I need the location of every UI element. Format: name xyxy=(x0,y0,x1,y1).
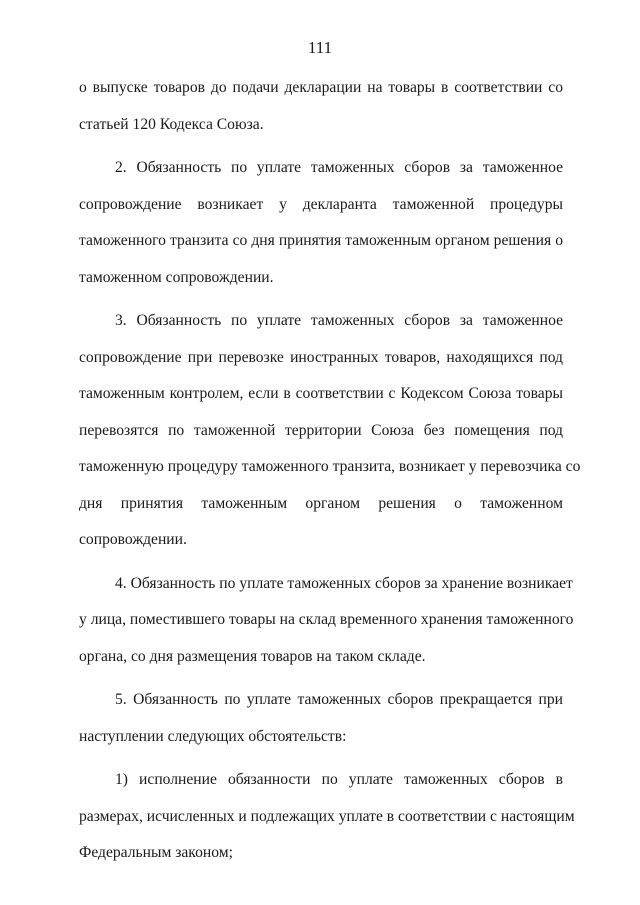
paragraph-continuation xyxy=(79,70,563,143)
text-line: таможенном сопровождении. xyxy=(79,268,274,286)
text-line: 4. Обязанность по уплате таможенных сборов за хранение возникает xyxy=(115,574,573,592)
text-line: размерах, исчисленных и подлежащих уплате в соответствии с настоящим xyxy=(79,807,575,825)
paragraph-item-3 xyxy=(79,303,581,559)
document-body xyxy=(79,70,581,872)
text-line: органа, со дня размещения товаров на таком складе. xyxy=(79,647,426,665)
paragraph-subitem-1 xyxy=(79,762,575,872)
text-line: о выпуске товаров до подачи декларации на товары в соответствии со xyxy=(79,79,563,96)
text-line: таможенного транзита со дня принятия таможенным органом решения о xyxy=(79,232,563,249)
text-line: 1) исполнение обязанности по уплате таможенных сборов в xyxy=(115,771,563,788)
paragraph-item-2 xyxy=(79,150,563,296)
text-line: дня принятия таможенным органом решения о таможенном xyxy=(79,494,563,512)
text-line: наступлении следующих обстоятельств: xyxy=(79,727,347,745)
page-number: 111 xyxy=(307,38,333,57)
text-line: сопровождении. xyxy=(79,531,187,548)
text-line: сопровождение возникает у декларанта таможенной процедуры xyxy=(79,195,563,213)
paragraph-item-4 xyxy=(79,566,574,676)
text-line: таможенную процедуру таможенного транзита, возникает у перевозчика со xyxy=(79,458,581,475)
text-line: сопровождение при перевозке иностранных товаров, находящихся под xyxy=(79,348,563,366)
text-line: у лица, поместившего товары на склад временного хранения таможенного xyxy=(79,611,574,628)
text-line: перевозятся по таможенной территории Союза без помещения под xyxy=(79,421,563,439)
paragraph-item-5 xyxy=(79,682,563,755)
text-line: 5. Обязанность по уплате таможенных сборов прекращается при xyxy=(115,691,563,708)
text-line: статьей 120 Кодекса Союза. xyxy=(79,115,264,133)
text-line: Федеральным законом; xyxy=(79,844,233,861)
text-line: 3. Обязанность по уплате таможенных сборов за таможенное xyxy=(115,312,563,329)
text-line: 2. Обязанность по уплате таможенных сборов за таможенное xyxy=(115,159,563,176)
text-line: таможенным контролем, если в соответствии с Кодексом Союза товары xyxy=(79,385,563,402)
